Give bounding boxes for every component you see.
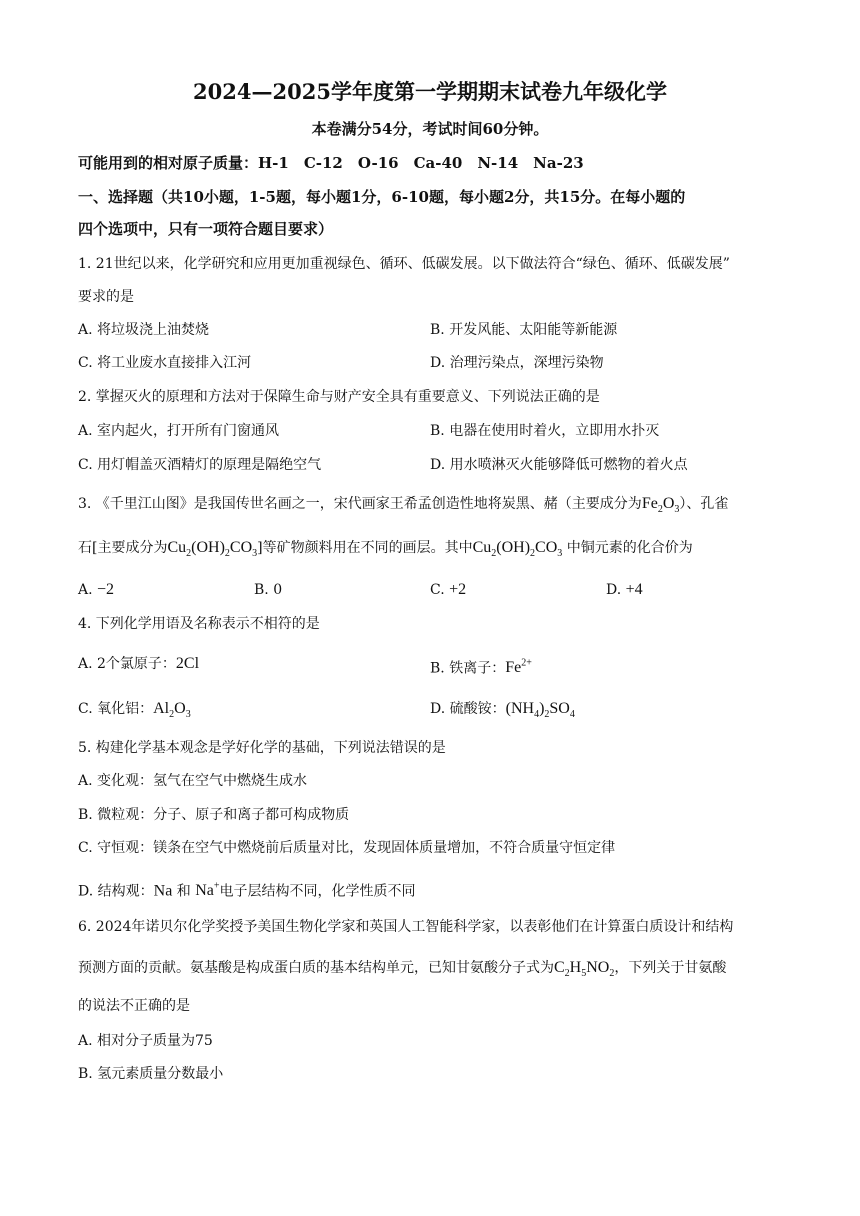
- q5-option-d: [78, 877, 416, 901]
- exam-title: 2024—2025学年度第一学期期末试卷九年级化学: [193, 79, 667, 104]
- q1-option-d: D. 治理污染点，深埋污染物: [430, 355, 604, 371]
- q3-stem-text-d: ]等矿物颜料用在不同的画层。其中: [257, 540, 473, 556]
- formula-glycine: $C_2H_5NO_2$: [554, 959, 615, 980]
- q3-option-d-label: D.: [606, 582, 622, 598]
- q3-stem-line1: [78, 494, 728, 520]
- q2-option-a: A. 室内起火，打开所有门窗通风: [78, 423, 280, 439]
- q4-stem: 4. 下列化学用语及名称表示不相符的是: [78, 616, 320, 632]
- formula-na-ion: Na+: [195, 881, 220, 900]
- q3-option-c: [430, 580, 466, 600]
- formula-al2o3: $Al_2O_3$: [153, 700, 191, 721]
- q4-option-b-label: B. 铁离子：: [430, 660, 506, 677]
- q1-option-a: A. 将垃圾浇上油焚烧: [78, 322, 210, 338]
- q5-stem: 5. 构建化学基本观念是学好化学的基础，下列说法错误的是: [78, 740, 446, 756]
- q3-option-c-label: C.: [430, 582, 445, 598]
- formula-ammonium-sulfate: $(NH_4)_2SO_4$: [505, 700, 575, 721]
- q2-option-c: C. 用灯帽盖灭酒精灯的原理是隔绝空气: [78, 457, 322, 473]
- q3-option-a-value: −2: [97, 581, 115, 598]
- q6-option-b: B. 氢元素质量分数最小: [78, 1066, 224, 1082]
- q3-option-a-label: A.: [78, 582, 93, 598]
- q6-stem-line1: 6. 2024年诺贝尔化学奖授予美国生物化学家和英国人工智能科学家，以表彰他们在计算蛋白质设计和结构: [78, 919, 734, 935]
- q4-option-a-value: 2Cl: [175, 655, 200, 672]
- formula-fe-ion: $Fe^{2+}$: [505, 658, 532, 677]
- q3-option-d: [606, 580, 643, 600]
- formula-fe2o3: $Fe_2O_3$: [641, 495, 680, 516]
- q3-stem-line2: [78, 538, 693, 564]
- q3-stem-text-a: 3. 《千里江山图》是我国传世名画之一，宋代画家王希孟创造性地将炭黑、赭（主要成分为: [78, 496, 642, 512]
- q4-option-a: [78, 654, 199, 674]
- q2-stem: 2. 掌握灭火的原理和方法对于保障生命与财产安全具有重要意义、下列说法正确的是: [78, 389, 600, 405]
- q5-option-d-text-b: 电子层结构不同，化学性质不同: [219, 883, 416, 900]
- q4-option-d: [430, 699, 575, 725]
- q5-option-a: A. 变化观：氢气在空气中燃烧生成水: [78, 773, 308, 789]
- q1-stem-line1: 1. 21世纪以来，化学研究和应用更加重视绿色、循环、低碳发展。以下做法符合“绿色、循环、低碳发展”: [78, 256, 730, 272]
- q2-option-b: B. 电器在使用时着火，立即用水扑灭: [430, 423, 660, 439]
- q5-option-d-text-a: D. 结构观：: [78, 883, 154, 900]
- q2-option-d: D. 用水喷淋灭火能够降低可燃物的着火点: [430, 457, 688, 473]
- q1-stem-line2: 要求的是: [78, 289, 134, 305]
- section-heading-line1: 一、选择题（共10小题，1-5题，每小题1分，6-10题，每小题2分，共15分。在每小题的: [78, 188, 686, 206]
- q3-stem-text-b: ）、孔雀: [679, 496, 729, 512]
- q6-stem-text-a: 预测方面的贡献。氨基酸是构成蛋白质的基本结构单元，已知甘氨酸分子式为: [78, 960, 554, 976]
- q6-stem-line2: [78, 958, 726, 984]
- exam-subtitle: 本卷满分54分，考试时间60分钟。: [311, 120, 549, 138]
- q5-option-b: B. 微粒观：分子、原子和离子都可构成物质: [78, 807, 350, 823]
- q4-option-d-label: D. 硫酸铵：: [430, 701, 506, 717]
- q3-stem-text-c: 石[主要成分为: [78, 540, 168, 556]
- q4-option-c: [78, 699, 191, 725]
- q4-option-a-label: A. 2个氯原子：: [78, 656, 176, 672]
- q6-option-a: A. 相对分子质量为75: [78, 1033, 213, 1049]
- q4-option-c-label: C. 氧化铝：: [78, 701, 154, 717]
- q6-stem-text-b: ，下列关于甘氨酸: [614, 960, 727, 976]
- q5-option-d-and: 和: [176, 883, 191, 900]
- q3-option-c-value: +2: [449, 581, 467, 598]
- q5-option-d-na: Na: [153, 882, 173, 900]
- q3-option-d-value: +4: [625, 581, 643, 598]
- q3-option-b: B. 0: [254, 582, 283, 598]
- q6-stem-line3: 的说法不正确的是: [78, 998, 190, 1014]
- q3-option-a: [78, 580, 114, 600]
- atomic-masses: 可能用到的相对原子质量：H-1 C-12 O-16 Ca-40 N-14 Na-23: [78, 154, 584, 172]
- q3-stem-text-e: 中铜元素的化合价为: [566, 540, 693, 556]
- formula-malachite-2: $Cu_2(OH)_2CO_3$: [472, 539, 563, 560]
- q4-option-b: [430, 654, 532, 678]
- formula-malachite: $Cu_2(OH)_2CO_3$: [167, 539, 258, 560]
- q1-option-b: B. 开发风能、太阳能等新能源: [430, 322, 618, 338]
- section-heading-line2: 四个选项中，只有一项符合题目要求）: [78, 220, 334, 238]
- q1-option-c: C. 将工业废水直接排入江河: [78, 355, 252, 371]
- q5-option-c: C. 守恒观：镁条在空气中燃烧前后质量对比，发现固体质量增加，不符合质量守恒定律: [78, 840, 616, 856]
